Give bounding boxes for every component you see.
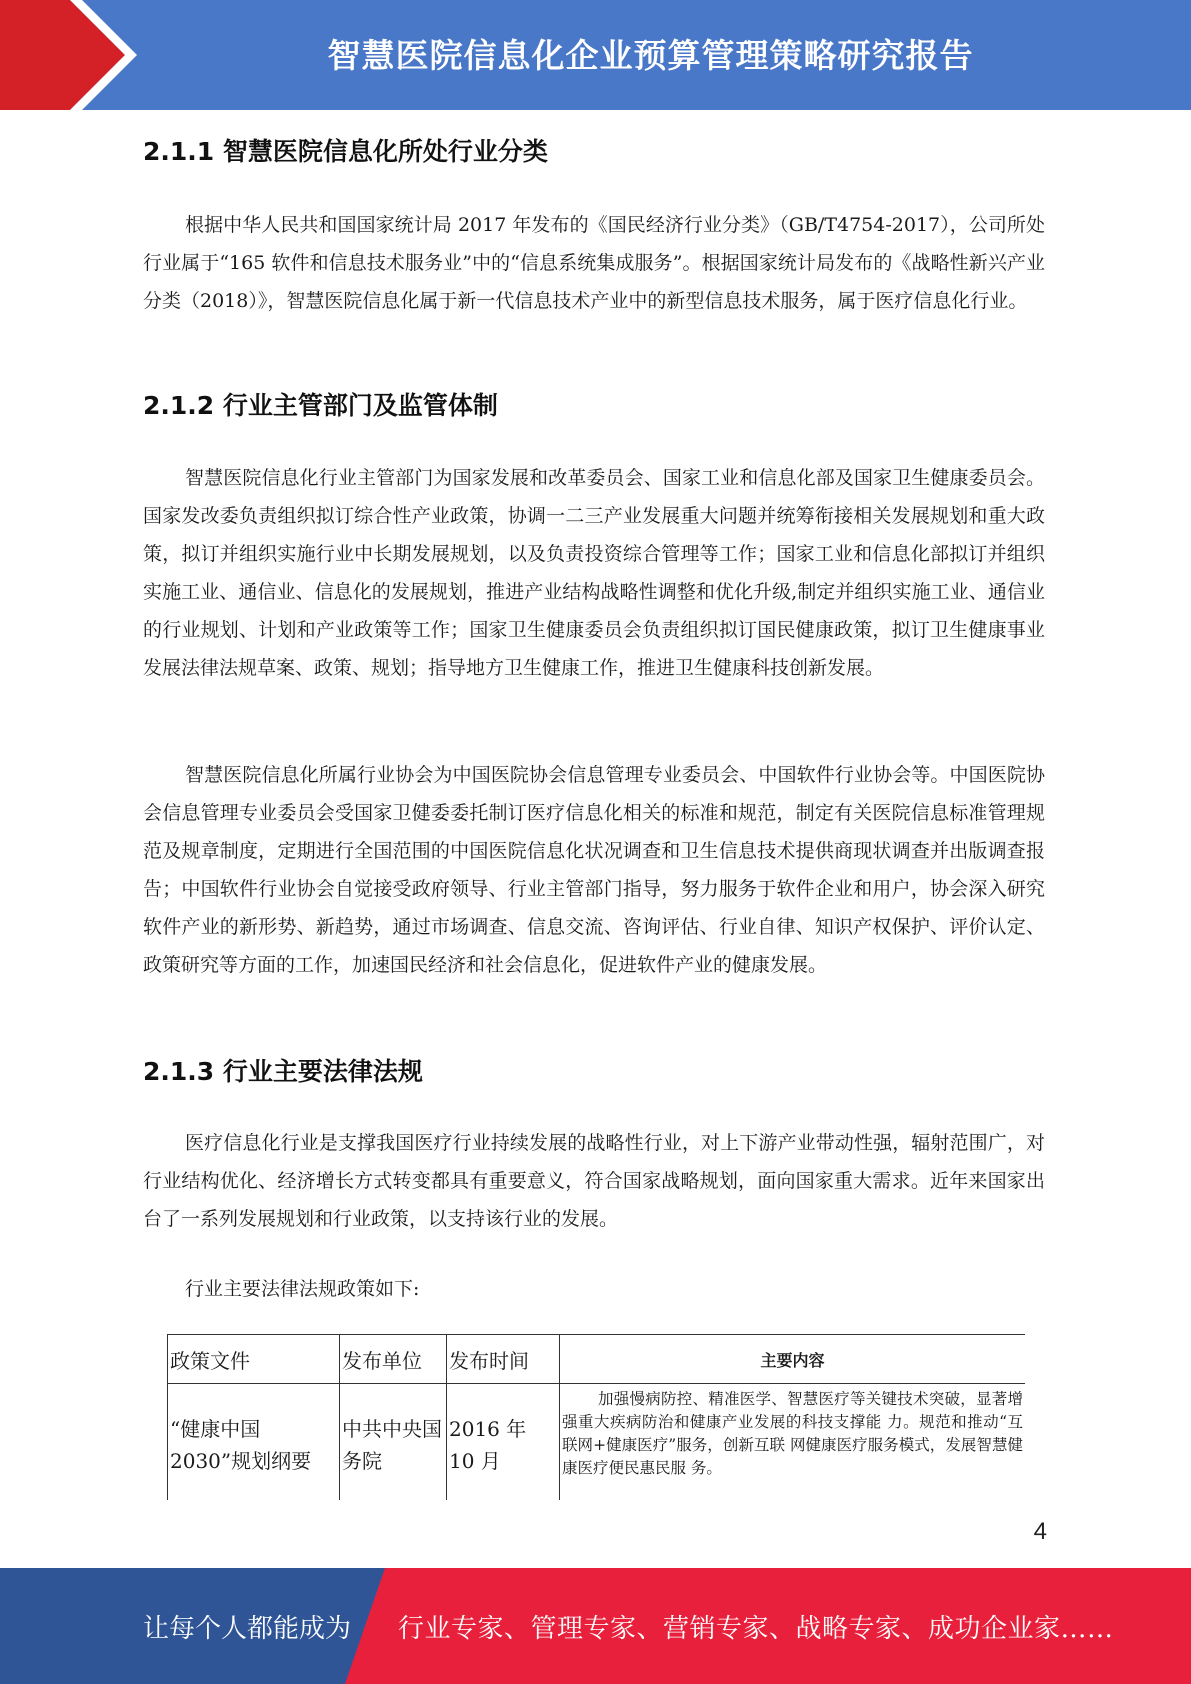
footer-slogan-right: 行业专家、管理专家、营销专家、战略专家、成功企业家…… [398,1614,1114,1644]
cell-date: 2016 年 10 月 [447,1384,560,1501]
cell-doc: “健康中国 2030”规划纲要 [168,1384,340,1501]
cell-content: 加强慢病防控、精准医学、智慧医疗等关键技术突破，显著增强重大疾病防治和健康产业发展的科技支撑能 力。规范和推动“互联网+健康医疗”服务，创新互联 网健康医疗服务模式，发展智慧健康医疗便民惠民服 务。 [560,1384,1026,1501]
section-heading-2-1-1: 2.1.1 智慧医院信息化所处行业分类 [143,137,548,166]
table-intro-text: 行业主要法律法规政策如下: [185,1278,420,1300]
footer-slogan-left: 让每个人都能成为 [143,1614,352,1644]
page-number: 4 [1033,1518,1047,1545]
cell-issuer: 中共中央国务院 [340,1384,447,1501]
table-row [168,1384,1026,1501]
page-header [0,0,1191,110]
section-paragraph: 根据中华人民共和国国家统计局 2017 年发布的《国民经济行业分类》（GB/T4754-2017），公司所处行业属于“165 软件和信息技术服务业”中的“信息系统集成服务”。根据国家统计局发布的《战略性新兴产业分类（2018）》，智慧医院信息化属于新一代信息技术产业中的新型信息技术服务，属于医疗信息化行业。 [143,214,1045,312]
report-title: 智慧医院信息化企业预算管理策略研究报告 [327,36,974,75]
column-header-content: 主要内容 [560,1335,1026,1384]
section-paragraph: 医疗信息化行业是支撑我国医疗行业持续发展的战略性行业，对上下游产业带动性强，辐射范围广，对行业结构优化、经济增长方式转变都具有重要意义，符合国家战略规划，面向国家重大需求。近年来国家出台了一系列发展规划和行业政策，以支持该行业的发展。 [143,1132,1045,1230]
page-footer [0,1568,1191,1684]
column-header-date: 发布时间 [447,1335,560,1384]
policy-table-container [167,1334,1025,1500]
table-header-row [168,1335,1026,1384]
policy-table [167,1334,1025,1500]
section-paragraph: 智慧医院信息化行业主管部门为国家发展和改革委员会、国家工业和信息化部及国家卫生健康委员会。国家发改委负责组织拟订综合性产业政策，协调一二三产业发展重大问题并统筹衔接相关发展规划和重大政策，拟订并组织实施行业中长期发展规划，以及负责投资综合管理等工作；国家工业和信息化部拟订并组织实施工业、通信业、信息化的发展规划，推进产业结构战略性调整和优化升级,制定并组织实施工业、通信业的行业规划、计划和产业政策等工作；国家卫生健康委员会负责组织拟订国民健康政策，拟订卫生健康事业发展法律法规草案、政策、规划；指导地方卫生健康工作，推进卫生健康科技创新发展。 [143,467,1045,679]
column-header-issuer: 发布单位 [340,1335,447,1384]
column-header-doc: 政策文件 [168,1335,340,1384]
header-chevron-decoration [0,0,150,110]
section-paragraph: 智慧医院信息化所属行业协会为中国医院协会信息管理专业委员会、中国软件行业协会等。中国医院协会信息管理专业委员会受国家卫健委委托制订医疗信息化相关的标准和规范，制定有关医院信息标准管理规范及规章制度，定期进行全国范围的中国医院信息化状况调查和卫生信息技术提供商现状调查并出版调查报告；中国软件行业协会自觉接受政府领导、行业主管部门指导，努力服务于软件企业和用户，协会深入研究软件产业的新形势、新趋势，通过市场调查、信息交流、咨询评估、行业自律、知识产权保护、评价认定、政策研究等方面的工作，加速国民经济和社会信息化，促进软件产业的健康发展。 [143,764,1045,976]
section-heading-2-1-3: 2.1.3 行业主要法律法规 [143,1057,423,1086]
section-heading-2-1-2: 2.1.2 行业主管部门及监管体制 [143,391,498,420]
